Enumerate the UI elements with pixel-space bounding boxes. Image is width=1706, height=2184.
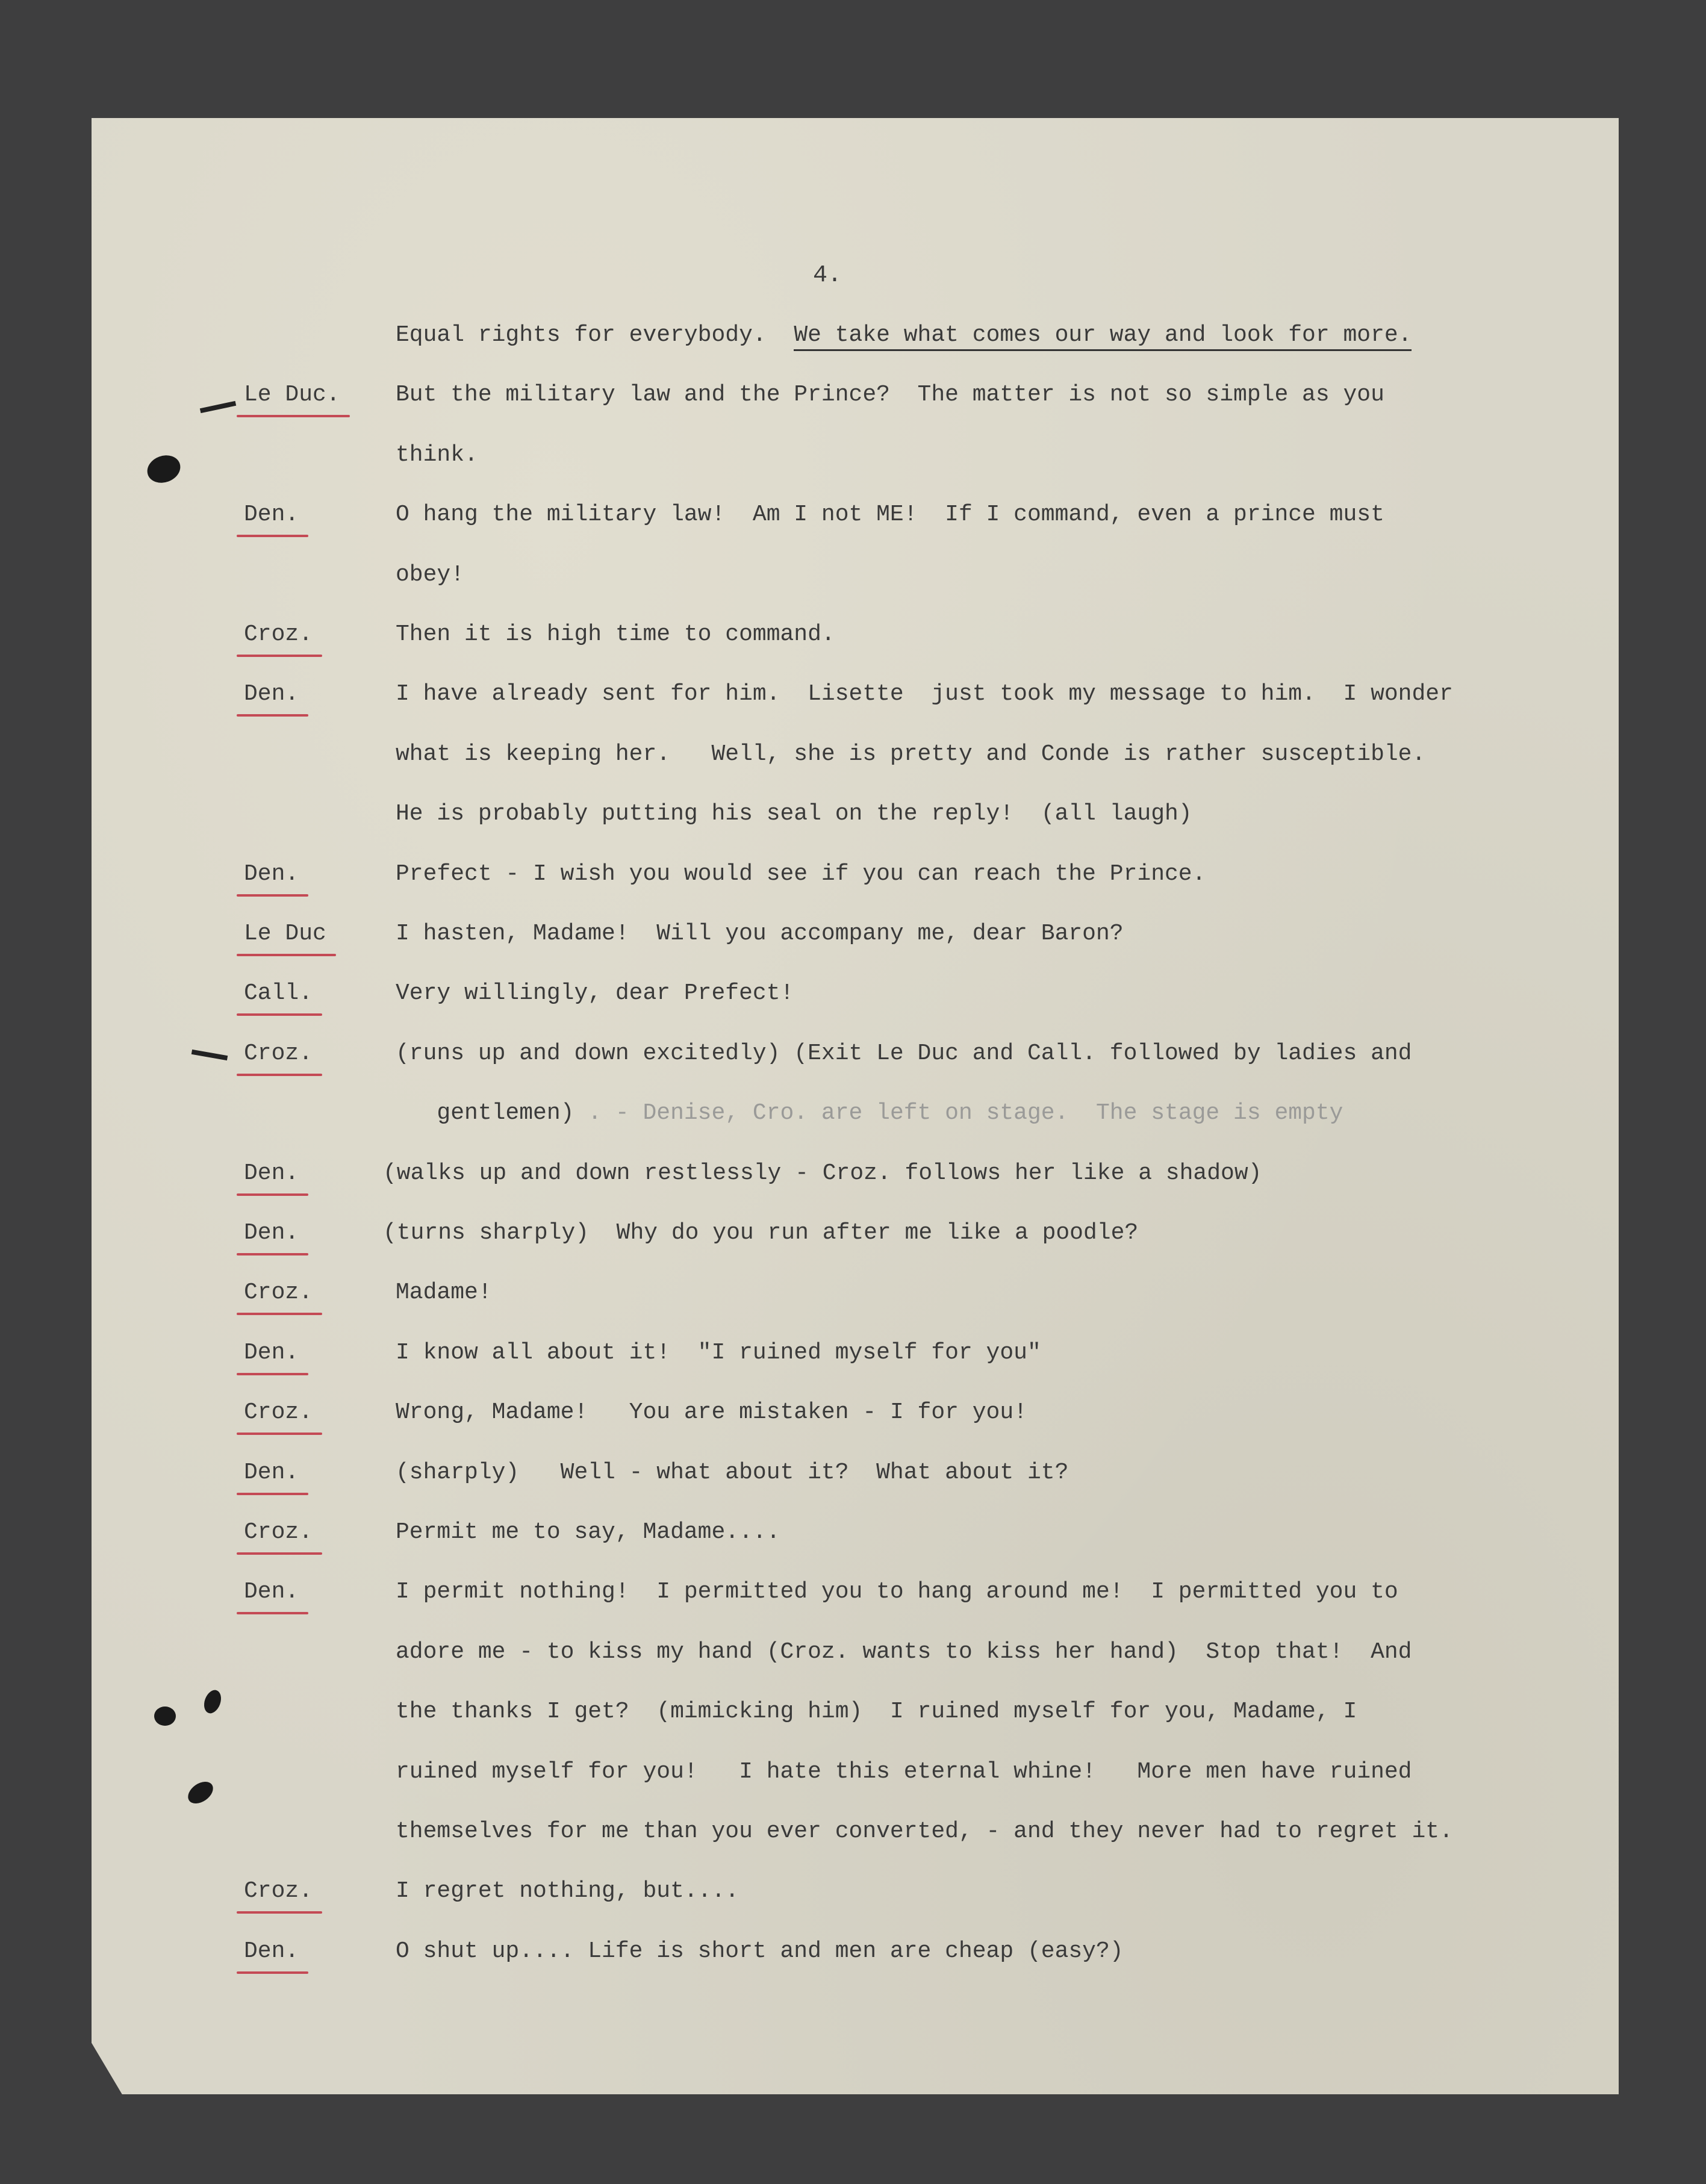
dialogue-text-main: obey! [396,562,465,588]
script-line [0,1639,1706,1675]
dialogue-text [396,442,478,468]
script-line [0,502,1706,538]
dialogue-text-main: Then it is high time to command. [396,621,835,647]
speaker-name: Den. [244,1938,299,1964]
dialogue-text [396,741,1425,767]
speaker-name: Croz. [244,1878,313,1904]
dialogue-text-main: themselves for me than you ever converted, - and they never had to regret it. [396,1818,1453,1844]
dialogue-text [396,1100,1343,1126]
dialogue-text [396,1460,1068,1486]
script-line [0,1818,1706,1855]
script-line [0,1759,1706,1795]
dialogue-text-main: But the military law and the Prince? The matter is not so simple as you [396,382,1384,408]
script-line [0,801,1706,837]
dialogue-text [396,1878,739,1904]
speaker-name: Den. [244,502,299,527]
dialogue-text [396,382,1384,408]
speaker-name: Croz. [244,1041,313,1066]
script-line [0,1220,1706,1256]
script-line [0,442,1706,478]
dialogue-text-main: I have already sent for him. Lisette just took my message to him. I wonder [396,681,1453,707]
dialogue-text [396,322,1412,348]
dialogue-text-main: Wrong, Madame! You are mistaken - I for you! [396,1399,1027,1425]
dialogue-text [396,1938,1124,1964]
dialogue-text-main: (turns sharply) Why do you run after me like a poodle? [383,1220,1139,1246]
dialogue-text [383,1220,1138,1246]
dialogue-text-main: Permit me to say, Madame.... [396,1519,780,1545]
dialogue-text-main: Madame! [396,1280,492,1305]
dialogue-text-main: Prefect - I wish you would see if you can reach the Prince. [396,861,1206,887]
dialogue-text-main: O hang the military law! Am I not ME! If I command, even a prince must [396,502,1384,527]
dialogue-text-main: I permit nothing! I permitted you to hang around me! I permitted you to [396,1579,1398,1605]
script-line [0,1280,1706,1316]
dialogue-text-main: ruined myself for you! I hate this eternal whine! More men have ruined [396,1759,1412,1785]
dialogue-text [396,861,1206,887]
dialogue-text-main: the thanks I get? (mimicking him) I ruined myself for you, Madame, I [396,1699,1357,1725]
dialogue-text [396,801,1192,827]
dialogue-text-main: what is keeping her. Well, she is pretty and Conde is rather susceptible. [396,741,1426,767]
speaker-name: Den. [244,1579,299,1605]
dialogue-text-main: (sharply) Well - what about it? What about it? [396,1460,1069,1486]
dialogue-text [396,1399,1027,1425]
speaker-name: Croz. [244,1399,313,1425]
script-line [0,921,1706,957]
dialogue-text [383,1160,1262,1186]
dialogue-text [396,1280,492,1305]
script-line [0,621,1706,658]
dialogue-text-main: (walks up and down restlessly - Croz. follows her like a shadow) [383,1160,1262,1186]
speaker-name: Croz. [244,1280,313,1305]
dialogue-text [396,1519,780,1545]
dialogue-text-main: adore me - to kiss my hand (Croz. wants to kiss her hand) Stop that! And [396,1639,1412,1665]
script-line [0,741,1706,777]
faint-text: . - Denise, Cro. are left on stage. The stage is empty [574,1100,1343,1126]
speaker-name: Call. [244,980,313,1006]
speaker-name: Le Duc. [244,382,340,408]
script-line [0,1938,1706,1974]
speaker-name: Den. [244,1220,299,1246]
speaker-name: Den. [244,861,299,887]
script-line [0,861,1706,897]
script-line [0,1519,1706,1555]
dialogue-text [396,1579,1398,1605]
dialogue-text-main: gentlemen) [396,1100,574,1126]
dialogue-text [396,621,835,647]
script-line [0,980,1706,1016]
speaker-name: Den. [244,1160,299,1186]
script-line [0,1460,1706,1496]
script-line [0,1100,1706,1136]
speaker-name: Le Duc [244,921,326,947]
script-line [0,1399,1706,1436]
speaker-name: Croz. [244,621,313,647]
script-line [0,1340,1706,1376]
dialogue-text-main: think. [396,442,478,468]
script-line [0,1041,1706,1077]
dialogue-text-main: O shut up.... Life is short and men are cheap (easy?) [396,1938,1124,1964]
script-line [0,322,1706,358]
speaker-name: Den. [244,1460,299,1486]
script-line [0,562,1706,598]
underlined-text: We take what comes our way and look for more. [794,322,1412,351]
script-line [0,1699,1706,1735]
speaker-name: Den. [244,681,299,707]
script-line [0,1160,1706,1196]
script-line [0,681,1706,717]
dialogue-text [396,1340,1041,1366]
script-line [0,1579,1706,1615]
dialogue-text-main: I know all about it! "I ruined myself for you" [396,1340,1041,1366]
dialogue-text-main: Equal rights for everybody. [396,322,794,348]
dialogue-text-main: I hasten, Madame! Will you accompany me, dear Baron? [396,921,1124,947]
dialogue-text [396,1759,1412,1785]
dialogue-text [396,980,794,1006]
script-line [0,1878,1706,1914]
dialogue-text-main: He is probably putting his seal on the reply! (all laugh) [396,801,1192,827]
page-number: 4. [813,262,842,289]
script-line [0,382,1706,418]
speaker-name: Croz. [244,1519,313,1545]
dialogue-text [396,681,1453,707]
dialogue-text [396,1699,1357,1725]
speaker-name: Den. [244,1340,299,1366]
dialogue-text [396,562,464,588]
dialogue-text-main: Very willingly, dear Prefect! [396,980,794,1006]
dialogue-text [396,1041,1412,1066]
dialogue-text [396,1639,1412,1665]
dialogue-text-main: (runs up and down excitedly) (Exit Le Duc and Call. followed by ladies and [396,1041,1412,1066]
dialogue-text-main: I regret nothing, but.... [396,1878,739,1904]
dialogue-text [396,502,1384,527]
dialogue-text [396,1818,1453,1844]
dialogue-text [396,921,1124,947]
